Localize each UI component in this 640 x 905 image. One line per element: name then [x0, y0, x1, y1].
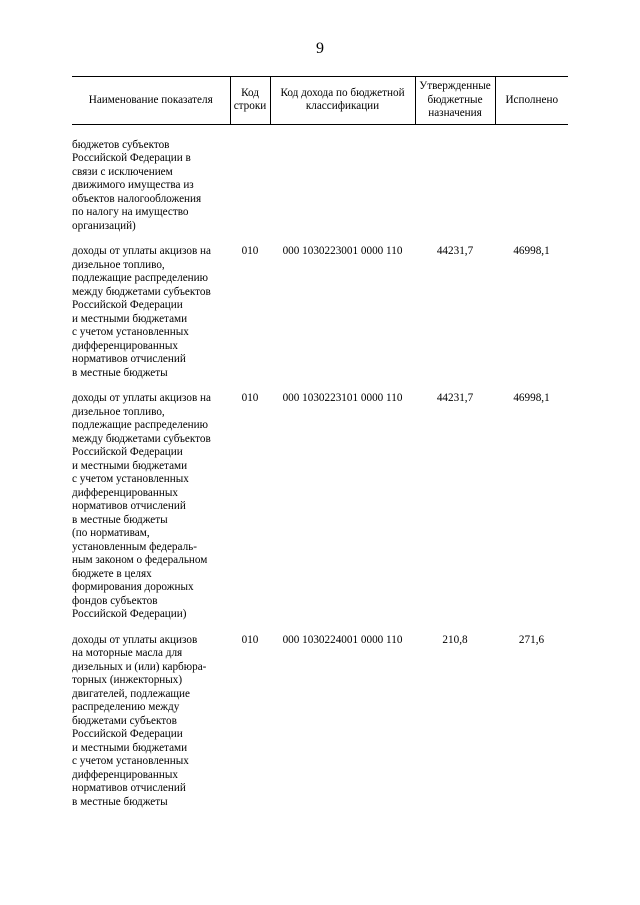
- row-executed: 46998,1: [513, 245, 550, 257]
- header-income-code: Код дохода по бюджетной классификации: [270, 77, 415, 125]
- row-income-code: 000 1030223101 0000 110: [282, 392, 403, 404]
- table-header: [72, 77, 568, 125]
- row-approved: [415, 124, 495, 245]
- table-row: [72, 124, 568, 245]
- header-name: Наименование показателя: [72, 77, 230, 125]
- header-code: Код строки: [230, 77, 270, 125]
- row-name: доходы от уплаты акцизов на моторные масла для дизельных и (или) карбюра- торных (инжекторных) двигателей, подлежащие распределению между бюджетами субъектов Российской Федерации и местными бюджетами с учетом установленных дифференцированных нормативов отчислений в местные бюджеты: [72, 633, 207, 808]
- row-approved: 44231,7: [436, 392, 474, 404]
- row-code: 010: [241, 633, 259, 646]
- row-code: 010: [241, 392, 259, 404]
- row-name: доходы от уплаты акцизов на дизельное топливо, подлежащие распределению между бюджетами субъектов Российской Федерации и местными бюджетами с учетом установленных дифференцированных нормативов отчислений в местные бюджеты (по нормативам, установленным федераль- ным законом о федеральном бюджете в целях формирования дорожных фондов субъектов Российской Федерации): [72, 392, 211, 620]
- row-executed: 46998,1: [513, 392, 550, 404]
- row-executed: [495, 124, 568, 245]
- row-executed: 271,6: [518, 633, 545, 646]
- header-executed: Исполнено: [495, 77, 568, 125]
- row-approved: 44231,7: [436, 245, 474, 257]
- row-income-code: [270, 124, 415, 245]
- budget-report-table: [72, 76, 568, 821]
- row-code: [230, 124, 270, 245]
- row-name: бюджетов субъектов Российской Федерации в связи с исключением движимого имущества из объектов налогообложения по налогу на имущество организаций): [72, 138, 202, 232]
- page-number: 9: [316, 40, 324, 57]
- row-income-code: 000 1030223001 0000 110: [282, 245, 403, 257]
- row-name: доходы от уплаты акцизов на дизельное топливо, подлежащие распределению между бюджетами субъектов Российской Федерации и местными бюджетами с учетом установленных дифференцированных нормативов отчислений в местные бюджеты: [72, 245, 211, 379]
- table-row: [72, 634, 568, 822]
- table-row: [72, 245, 568, 392]
- header-approved: Утвержденные бюджетные назначения: [415, 77, 495, 125]
- row-income-code: 000 1030224001 0000 110: [282, 633, 403, 646]
- table-row: [72, 392, 568, 634]
- row-code: 010: [241, 245, 259, 257]
- row-approved: 210,8: [442, 633, 468, 646]
